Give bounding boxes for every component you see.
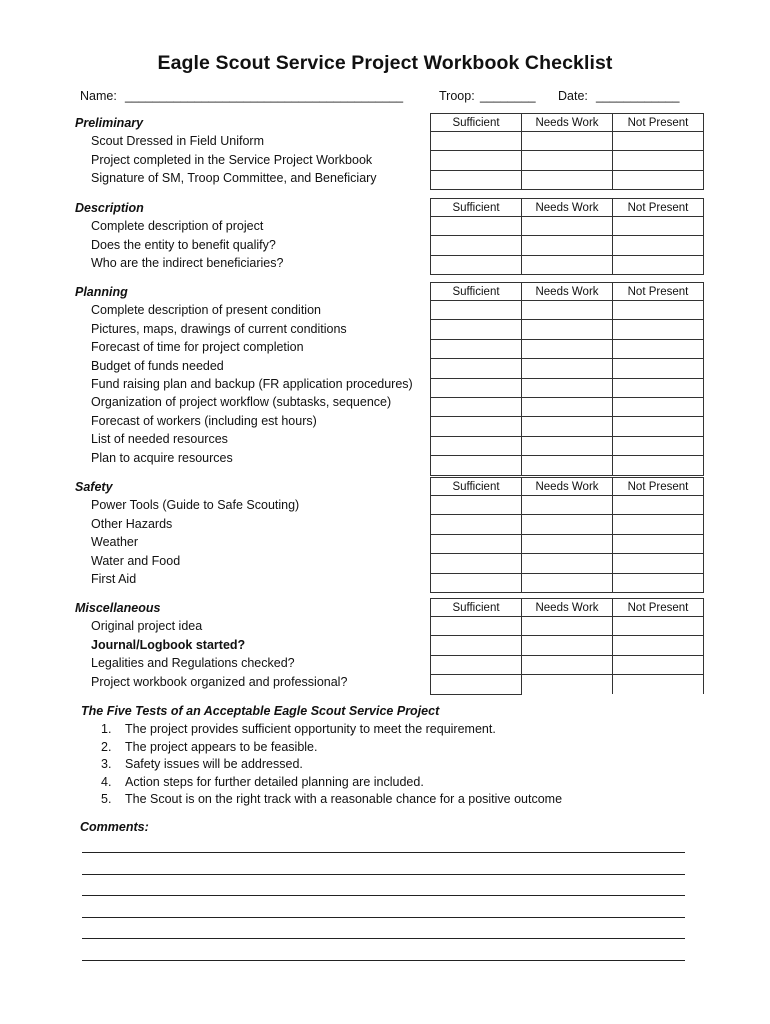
rating-grid [430, 113, 704, 190]
date-label: Date: [558, 89, 588, 103]
column-header: Not Present [613, 199, 704, 217]
rating-cell[interactable] [613, 655, 704, 674]
test-number: 1. [101, 722, 112, 736]
date-field[interactable]: ____________ [596, 89, 680, 103]
rating-cell[interactable] [522, 515, 613, 534]
test-number: 3. [101, 757, 112, 772]
rating-cell[interactable] [613, 236, 704, 255]
rating-cell[interactable] [522, 675, 613, 694]
rating-grid [430, 598, 704, 695]
column-header: Sufficient [431, 114, 522, 132]
comment-line[interactable] [82, 852, 685, 853]
section-title-1: Description [75, 201, 144, 215]
column-header: Sufficient [431, 478, 522, 496]
rating-cell[interactable] [431, 675, 522, 694]
rating-cell[interactable] [431, 151, 522, 170]
rating-cell[interactable] [613, 217, 704, 236]
rating-cell[interactable] [522, 236, 613, 255]
test-item [101, 740, 317, 754]
comment-line[interactable] [82, 874, 685, 875]
column-header: Sufficient [431, 599, 522, 617]
rating-cell[interactable] [431, 170, 522, 189]
rating-cell[interactable] [522, 170, 613, 189]
test-number: 2. [101, 739, 112, 754]
column-header: Needs Work [522, 478, 613, 496]
rating-cell[interactable] [431, 359, 522, 378]
rating-cell[interactable] [431, 515, 522, 534]
rating-cell[interactable] [431, 417, 522, 436]
test-item [101, 792, 562, 806]
rating-cell[interactable] [522, 397, 613, 416]
test-text: Action steps for further detailed planning are included. [125, 774, 424, 789]
rating-cell[interactable] [613, 636, 704, 655]
rating-cell[interactable] [613, 320, 704, 339]
test-item [101, 757, 303, 771]
rating-cell[interactable] [613, 515, 704, 534]
rating-cell[interactable] [522, 301, 613, 320]
rating-cell[interactable] [431, 456, 522, 475]
rating-cell[interactable] [522, 132, 613, 151]
test-text: The project appears to be feasible. [125, 739, 318, 754]
name-field[interactable]: ________________________________________ [125, 89, 404, 103]
rating-cell[interactable] [613, 301, 704, 320]
rating-cell[interactable] [522, 496, 613, 515]
column-header: Sufficient [431, 199, 522, 217]
rating-grid [430, 282, 704, 476]
checklist-item: Original project idea [91, 619, 203, 634]
rating-cell[interactable] [431, 573, 522, 592]
rating-cell[interactable] [613, 378, 704, 397]
checklist-item: Pictures, maps, drawings of current conditions [91, 321, 347, 336]
comment-line[interactable] [82, 917, 685, 918]
rating-cell[interactable] [522, 655, 613, 674]
checklist-item: Weather [91, 535, 139, 550]
rating-cell[interactable] [613, 339, 704, 358]
checklist-item: Complete description of present condition [91, 303, 321, 318]
rating-cell[interactable] [522, 255, 613, 274]
rating-cell[interactable] [431, 617, 522, 636]
rating-cell[interactable] [431, 534, 522, 553]
rating-cell[interactable] [522, 417, 613, 436]
rating-cell[interactable] [613, 397, 704, 416]
rating-cell[interactable] [613, 132, 704, 151]
rating-cell[interactable] [431, 436, 522, 455]
rating-cell[interactable] [431, 217, 522, 236]
page-title: Eagle Scout Service Project Workbook Checklist [157, 52, 613, 74]
checklist-item: Complete description of project [91, 219, 264, 234]
section-title-3: Safety [75, 480, 113, 494]
rating-cell[interactable] [522, 151, 613, 170]
rating-cell[interactable] [431, 255, 522, 274]
test-number: 5. [101, 792, 112, 807]
rating-cell[interactable] [613, 436, 704, 455]
rating-cell[interactable] [613, 255, 704, 274]
rating-cell[interactable] [431, 496, 522, 515]
column-header: Not Present [613, 599, 704, 617]
rating-cell[interactable] [431, 636, 522, 655]
column-header: Needs Work [522, 114, 613, 132]
troop-label: Troop: [439, 89, 475, 103]
checklist-item: Project workbook organized and professional? [91, 674, 348, 689]
rating-cell[interactable] [431, 655, 522, 674]
checklist-item: Journal/Logbook started? [91, 637, 246, 652]
rating-cell[interactable] [613, 359, 704, 378]
checklist-item: List of needed resources [91, 432, 228, 447]
rating-cell[interactable] [431, 397, 522, 416]
rating-cell[interactable] [431, 236, 522, 255]
column-header: Not Present [613, 283, 704, 301]
rating-cell[interactable] [431, 554, 522, 573]
checklist-item: Who are the indirect beneficiaries? [91, 256, 284, 271]
checklist-item: First Aid [91, 572, 137, 586]
rating-cell[interactable] [522, 436, 613, 455]
rating-cell[interactable] [613, 456, 704, 475]
rating-cell[interactable] [613, 573, 704, 592]
test-item [101, 722, 496, 736]
checklist-item: Does the entity to benefit qualify? [91, 237, 276, 252]
checklist-item: Fund raising plan and backup (FR application procedures) [91, 377, 413, 391]
checklist-item: Budget of funds needed [91, 358, 224, 373]
checklist-item: Forecast of time for project completion [91, 340, 304, 355]
rating-cell[interactable] [522, 573, 613, 592]
rating-cell[interactable] [613, 496, 704, 515]
test-text: Safety issues will be addressed. [125, 757, 303, 772]
comment-line[interactable] [82, 895, 685, 896]
five-tests-title: The Five Tests of an Acceptable Eagle Scout Service Project [81, 704, 440, 718]
column-header: Not Present [613, 478, 704, 496]
rating-cell[interactable] [431, 132, 522, 151]
section-title-4: Miscellaneous [75, 601, 161, 615]
rating-grid [430, 198, 704, 275]
rating-cell[interactable] [613, 554, 704, 573]
rating-cell[interactable] [431, 301, 522, 320]
rating-cell[interactable] [522, 534, 613, 553]
rating-cell[interactable] [431, 378, 522, 397]
section-title-2: Planning [75, 285, 128, 299]
checklist-item: Water and Food [91, 553, 181, 568]
rating-cell[interactable] [613, 617, 704, 636]
rating-cell[interactable] [613, 534, 704, 553]
column-header: Needs Work [522, 199, 613, 217]
checklist-item: Power Tools (Guide to Safe Scouting) [91, 498, 300, 513]
troop-field[interactable]: ________ [480, 89, 536, 103]
rating-cell[interactable] [613, 417, 704, 436]
rating-cell[interactable] [522, 217, 613, 236]
rating-cell[interactable] [522, 359, 613, 378]
rating-cell[interactable] [613, 675, 704, 694]
rating-cell[interactable] [522, 554, 613, 573]
checklist-item: Forecast of workers (including est hours) [91, 413, 317, 428]
rating-cell[interactable] [522, 617, 613, 636]
rating-cell[interactable] [431, 339, 522, 358]
checklist-item: Scout Dressed in Field Uniform [91, 134, 264, 149]
column-header: Not Present [613, 114, 704, 132]
checklist-item: Other Hazards [91, 516, 173, 531]
checklist-item: Legalities and Regulations checked? [91, 656, 295, 671]
rating-cell[interactable] [522, 636, 613, 655]
checklist-item: Plan to acquire resources [91, 450, 233, 465]
comment-line[interactable] [82, 960, 685, 961]
rating-grid [430, 477, 704, 593]
rating-cell[interactable] [613, 151, 704, 170]
rating-cell[interactable] [522, 378, 613, 397]
comments-title: Comments: [80, 820, 149, 834]
rating-cell[interactable] [613, 170, 704, 189]
rating-cell[interactable] [522, 320, 613, 339]
section-title-0: Preliminary [75, 116, 144, 130]
name-label: Name: [80, 89, 117, 103]
checklist-item: Project completed in the Service Project Workbook [91, 152, 373, 167]
test-item [101, 775, 424, 789]
test-text: The project provides sufficient opportunity to meet the requirement. [125, 722, 496, 736]
column-header: Needs Work [522, 283, 613, 301]
comment-line[interactable] [82, 938, 685, 939]
rating-cell[interactable] [522, 456, 613, 475]
rating-cell[interactable] [431, 320, 522, 339]
column-header: Sufficient [431, 283, 522, 301]
rating-cell[interactable] [522, 339, 613, 358]
column-header: Needs Work [522, 599, 613, 617]
test-number: 4. [101, 774, 112, 789]
checklist-item: Signature of SM, Troop Committee, and Beneficiary [91, 171, 377, 186]
test-text: The Scout is on the right track with a reasonable chance for a positive outcome [125, 792, 563, 807]
checklist-item: Organization of project workflow (subtasks, sequence) [91, 395, 392, 410]
